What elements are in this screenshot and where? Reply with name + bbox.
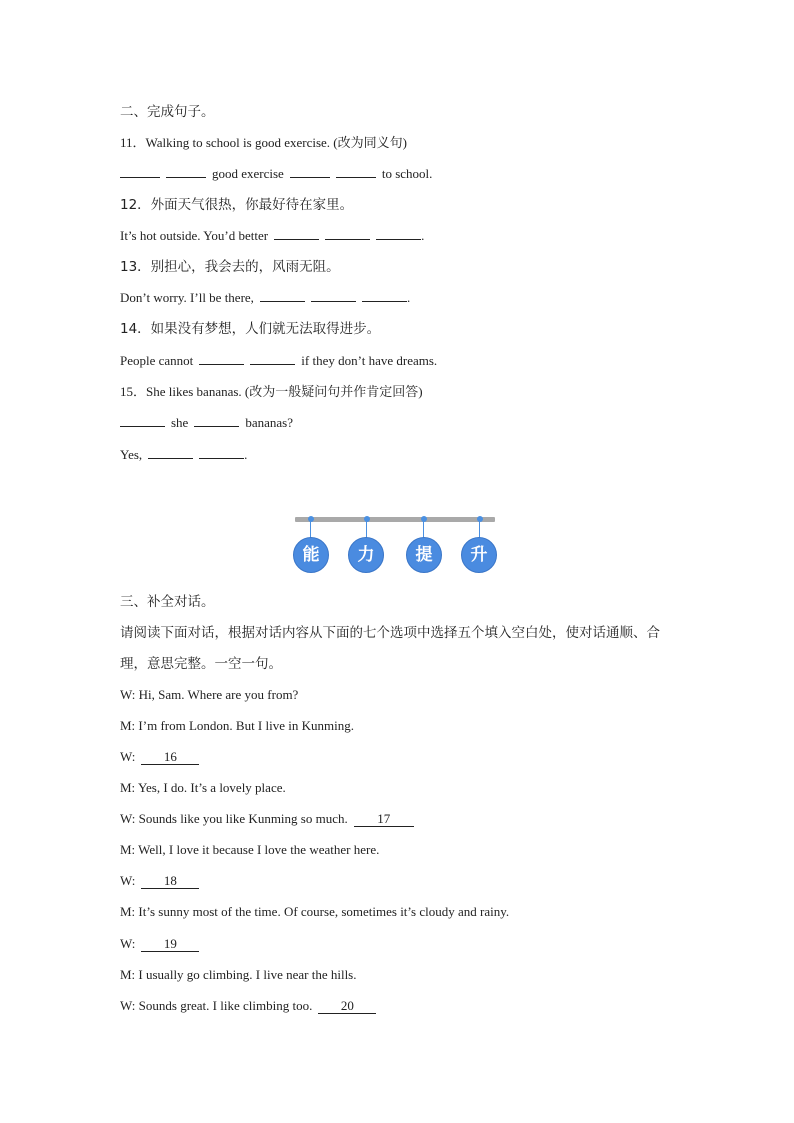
answer-text: bananas? — [245, 415, 293, 430]
dialogue-text: W: Sounds great. I like climbing too. — [120, 998, 313, 1013]
answer-blank[interactable] — [325, 227, 370, 240]
question-12-answer-line — [120, 227, 424, 245]
question-13-prompt: 13．别担心，我会去的，风雨无阻。 — [120, 259, 340, 275]
dialogue-blank-20[interactable]: 20 — [318, 998, 376, 1014]
answer-text: It’s hot outside. You’d better — [120, 228, 269, 243]
speaker-label: W: — [120, 936, 136, 951]
question-15-prompt: 15．She likes bananas. (改为一般疑问句并作肯定回答) — [120, 384, 423, 399]
answer-blank[interactable] — [290, 165, 330, 178]
question-11-answer-line — [120, 165, 432, 183]
dialogue-line — [120, 997, 376, 1015]
dialogue-line: M: Yes, I do. It’s a lovely place. — [120, 780, 286, 795]
instruction-text: 请阅读下面对话，根据对话内容从下面的七个选项中选择五个填入空白处，使对话通顺、合 — [120, 625, 660, 641]
answer-text: . — [406, 290, 411, 305]
dialogue-blank-18[interactable]: 18 — [141, 873, 199, 889]
banner-char: 力 — [348, 537, 384, 573]
answer-blank[interactable] — [199, 352, 244, 365]
banner-char: 提 — [406, 537, 442, 573]
answer-text: Yes, — [120, 447, 143, 462]
answer-blank[interactable] — [120, 414, 165, 427]
answer-text: People cannot — [120, 353, 194, 368]
dialogue-line: M: Well, I love it because I love the weather here. — [120, 842, 380, 857]
section-heading: 三、补全对话。 — [120, 594, 215, 610]
dialogue-line — [120, 872, 199, 890]
answer-text: . — [421, 228, 425, 243]
question-12-prompt: 12．外面天气很热，你最好待在家里。 — [120, 197, 354, 213]
answer-text: if they don’t have dreams. — [301, 353, 438, 368]
speaker-label: W: — [120, 873, 136, 888]
answer-blank[interactable] — [362, 289, 407, 302]
question-15-reply-line — [120, 446, 247, 464]
answer-blank[interactable] — [199, 446, 244, 459]
dialogue-line: M: I usually go climbing. I live near the hills. — [120, 967, 357, 982]
question-14-prompt: 14．如果没有梦想，人们就无法取得进步。 — [120, 321, 381, 337]
banner-dot — [421, 516, 427, 522]
question-14-answer-line — [120, 352, 437, 370]
banner-bar — [295, 517, 495, 522]
dialogue-line: M: I’m from London. But I live in Kunming. — [120, 718, 354, 733]
dialogue-blank-17[interactable]: 17 — [354, 811, 414, 827]
section-heading: 二、完成句子。 — [120, 104, 215, 120]
answer-text: . — [244, 447, 248, 462]
answer-blank[interactable] — [194, 414, 239, 427]
answer-text: Don’t worry. I’ll be there, — [120, 290, 254, 305]
ability-banner — [293, 513, 499, 575]
answer-text: to school. — [381, 166, 433, 181]
dialogue-line — [120, 748, 199, 766]
answer-blank[interactable] — [120, 165, 160, 178]
question-11-prompt: 11．Walking to school is good exercise. (改为同义句) — [120, 135, 407, 150]
banner-char: 升 — [461, 537, 497, 573]
banner-dot — [477, 516, 483, 522]
dialogue-blank-19[interactable]: 19 — [141, 936, 199, 952]
answer-blank[interactable] — [166, 165, 206, 178]
question-15-answer-line — [120, 414, 293, 432]
banner-dot — [364, 516, 370, 522]
speaker-label: W: — [120, 749, 136, 764]
dialogue-line: M: It’s sunny most of the time. Of course, sometimes it’s cloudy and rainy. — [120, 904, 510, 919]
answer-blank[interactable] — [274, 227, 319, 240]
banner-char: 能 — [293, 537, 329, 573]
question-13-answer-line — [120, 289, 410, 307]
dialogue-line: W: Hi, Sam. Where are you from? — [120, 687, 299, 702]
answer-blank[interactable] — [376, 227, 421, 240]
answer-text: she — [171, 415, 189, 430]
instruction-text: 理，意思完整。一空一句。 — [120, 656, 282, 672]
answer-blank[interactable] — [336, 165, 376, 178]
dialogue-blank-16[interactable]: 16 — [141, 749, 199, 765]
dialogue-line — [120, 935, 199, 953]
banner-dot — [308, 516, 314, 522]
answer-text: good exercise — [212, 166, 284, 181]
dialogue-line — [120, 810, 414, 828]
answer-blank[interactable] — [148, 446, 193, 459]
dialogue-text: W: Sounds like you like Kunming so much. — [120, 811, 348, 826]
answer-blank[interactable] — [260, 289, 305, 302]
answer-blank[interactable] — [250, 352, 295, 365]
answer-blank[interactable] — [311, 289, 356, 302]
